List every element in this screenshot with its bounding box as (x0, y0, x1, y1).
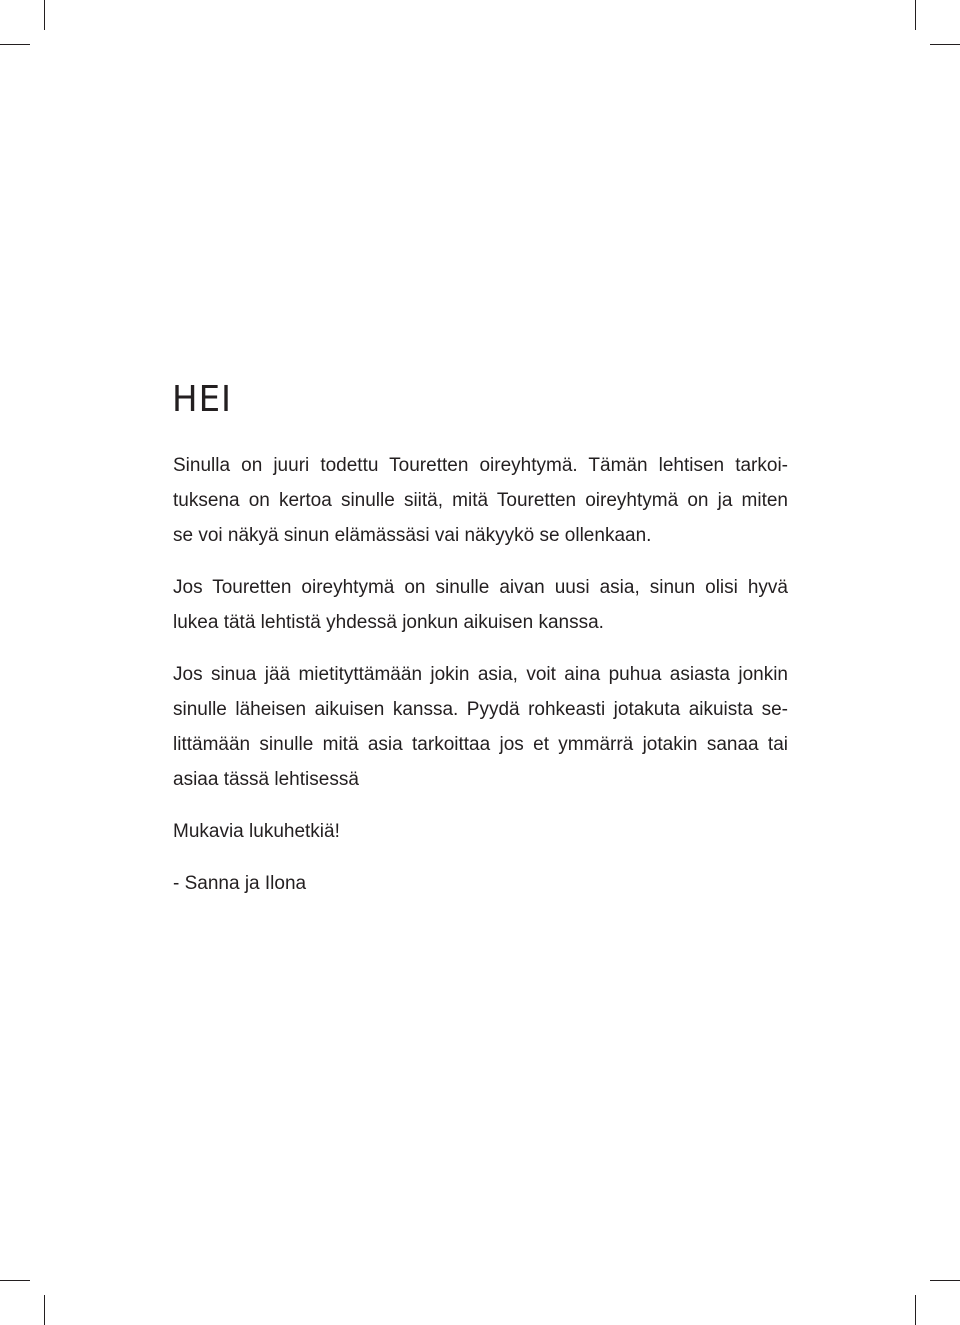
text-line: sinulle läheisen aikuisen kanssa. Pyydä rohkeasti jotakuta aikuista se- (173, 699, 788, 720)
crop-mark-bottom-right-horizontal (930, 1280, 960, 1281)
text-line: littämään sinulle mitä asia tarkoittaa jos et ymmärrä jotakin sanaa tai (173, 734, 788, 755)
text-line: Jos Touretten oireyhtymä on sinulle aivan uusi asia, sinun olisi hyvä (173, 577, 788, 598)
text-line: Sinulla on juuri todettu Touretten oireyhtymä. Tämän lehtisen tarkoi- (173, 455, 788, 476)
text-line: lukea tätä lehtistä yhdessä jonkun aikuisen kanssa. (173, 612, 604, 633)
questions-paragraph (173, 657, 788, 797)
crop-mark-bottom-left-vertical (44, 1295, 45, 1325)
closing-line: Mukavia lukuhetkiä! (173, 821, 340, 842)
page-content (173, 372, 788, 901)
text-line: Jos sinua jää mietityttämään jokin asia, voit aina puhua asiasta jonkin (173, 664, 788, 685)
crop-mark-top-left-vertical (44, 0, 45, 30)
intro-paragraph (173, 448, 788, 553)
crop-mark-top-right-horizontal (930, 44, 960, 45)
text-line: asiaa tässä lehtisessä (173, 769, 359, 790)
crop-mark-top-right-vertical (915, 0, 916, 30)
new-topic-paragraph (173, 570, 788, 640)
crop-mark-bottom-left-horizontal (0, 1280, 30, 1281)
crop-mark-top-left-horizontal (0, 44, 30, 45)
text-line: tuksena on kertoa sinulle siitä, mitä Touretten oireyhtymä on ja miten (173, 490, 788, 511)
page-title: HEI (172, 378, 233, 421)
text-line: se voi näkyä sinun elämässäsi vai näkyykö se ollenkaan. (173, 525, 652, 546)
crop-mark-bottom-right-vertical (915, 1295, 916, 1325)
signature: - Sanna ja Ilona (173, 873, 307, 894)
